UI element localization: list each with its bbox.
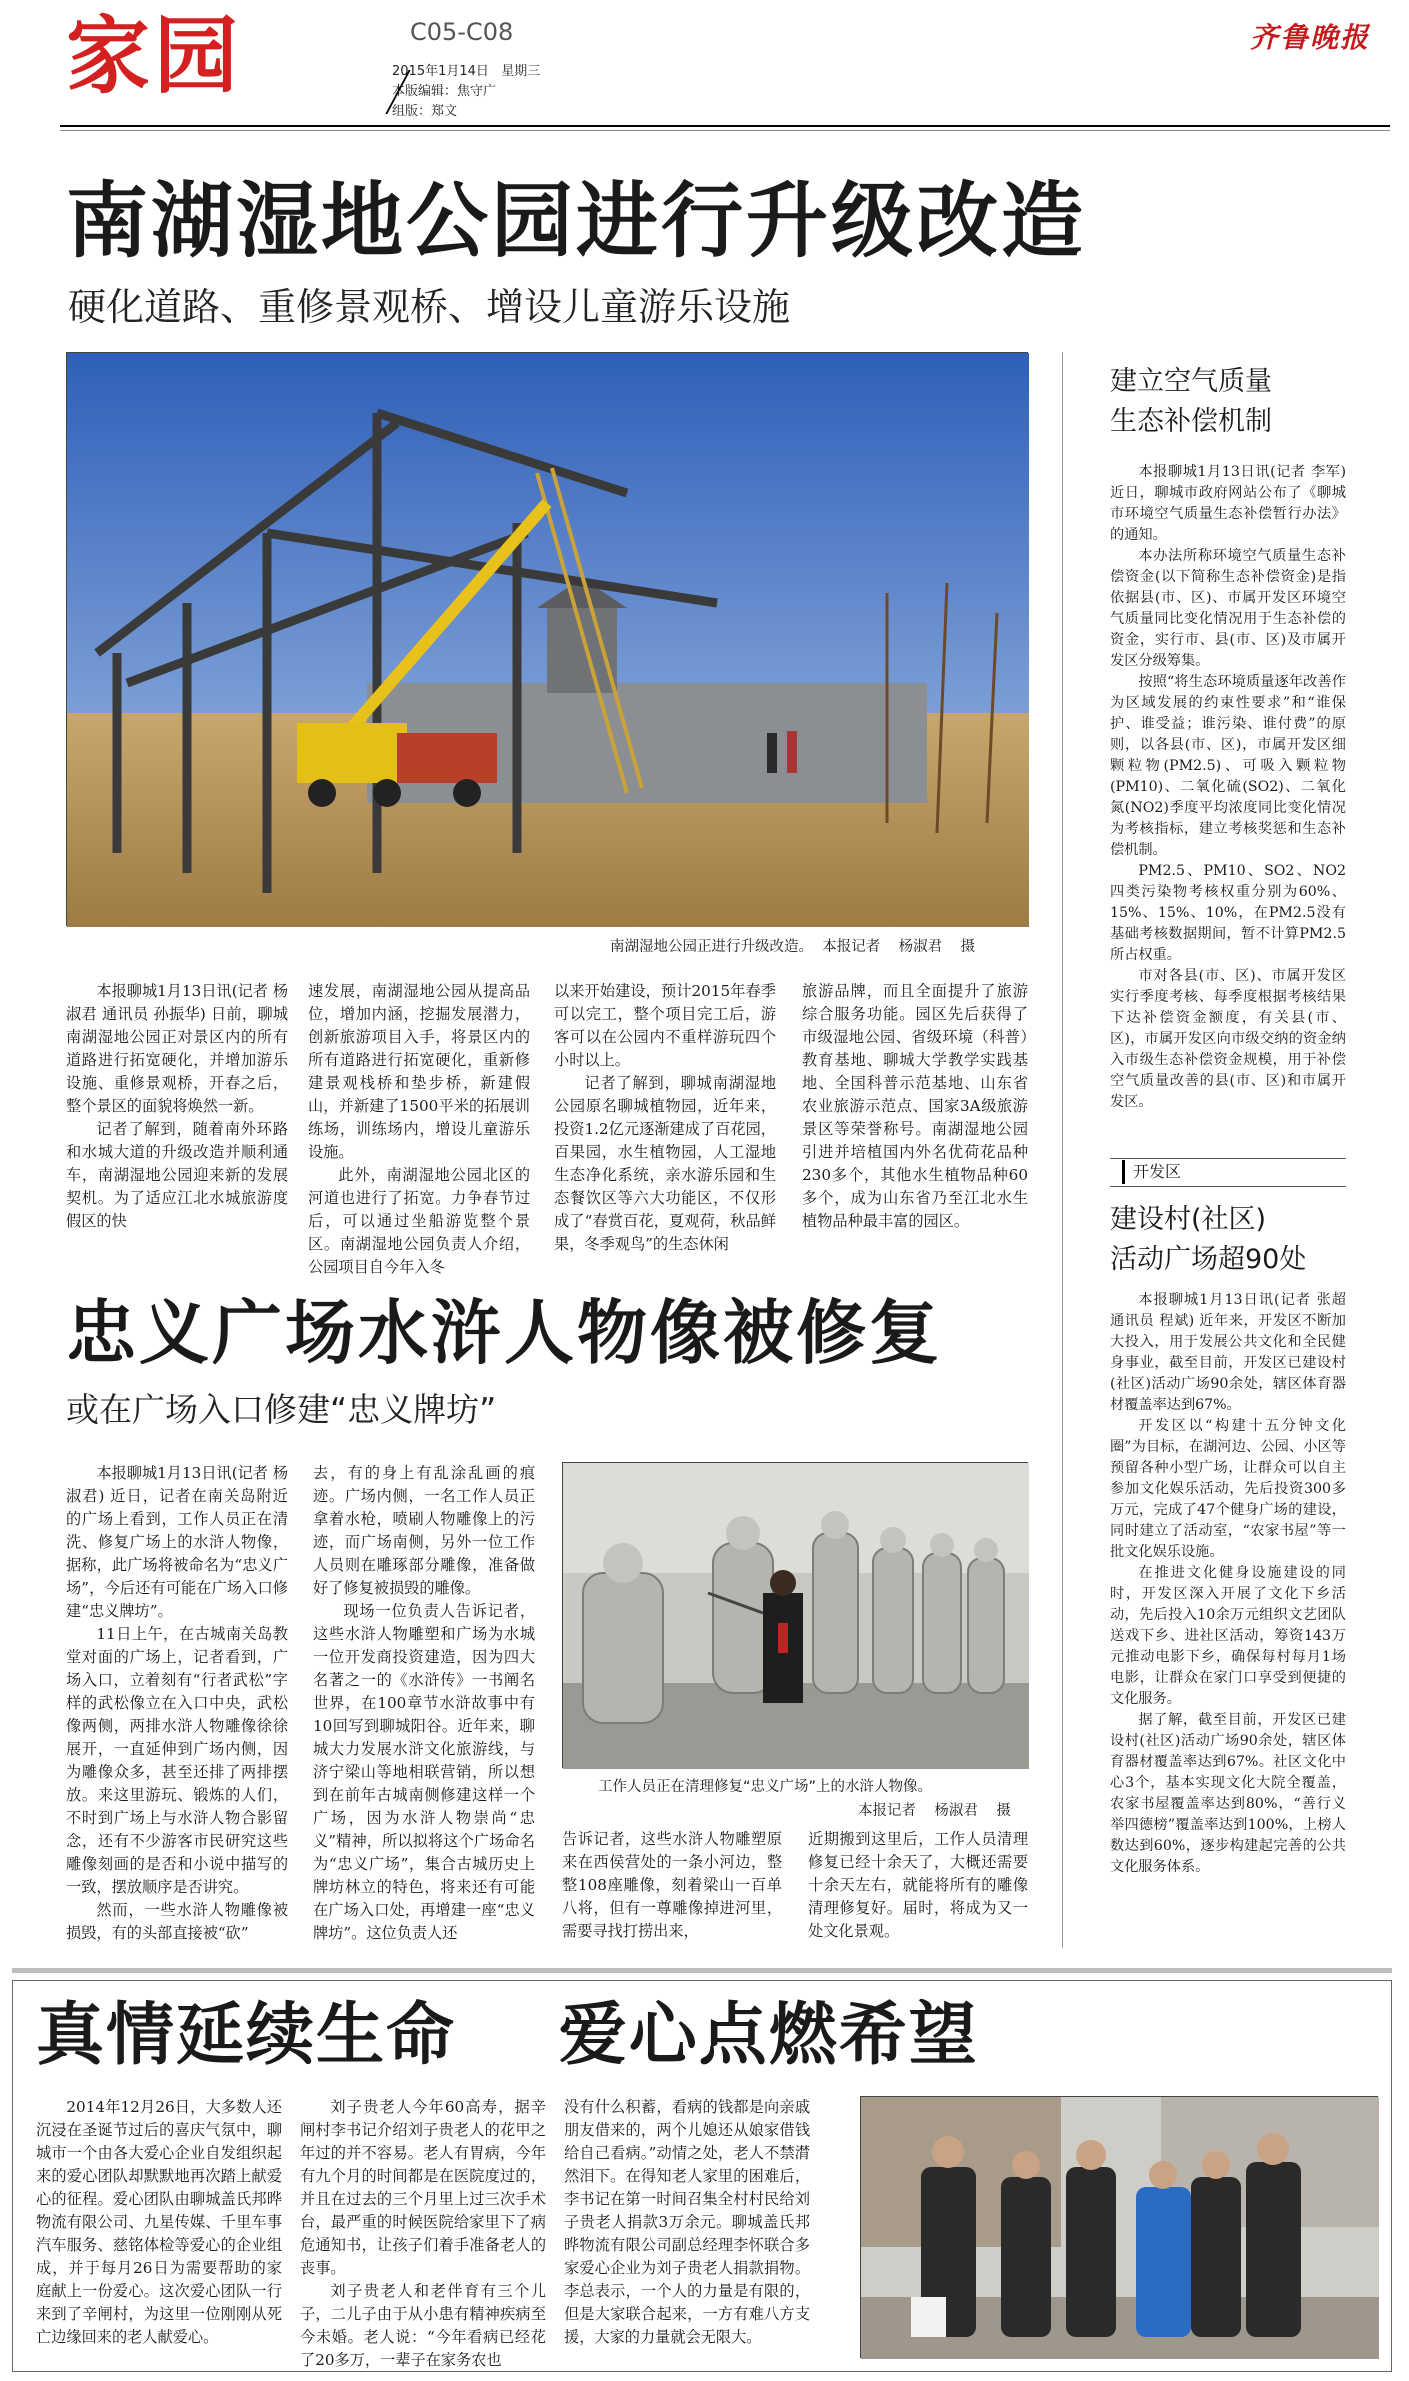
article2-subheadline: 或在广场入口修建“忠义牌坊” — [66, 1390, 497, 1429]
sidebar-section-rule — [1110, 1158, 1346, 1159]
header-rule-thin — [60, 130, 1390, 131]
article1-column-3 — [554, 980, 776, 1253]
charity-visit-image — [861, 2097, 1379, 2359]
sidebar-section-rule-bottom — [1110, 1186, 1346, 1187]
construction-scene-image — [67, 353, 1029, 927]
article2-col1-para: 然而，一些水浒人物雕像被损毁，有的头部直接被“砍” — [66, 1901, 288, 1942]
article3-col2-para: 刘子贵老人和老伴育有三个儿子，二儿子由于从小患有精神疾病至今未婚。老人说：“今年看病已经花了20多万，一辈子在家务农也 — [300, 2282, 546, 2369]
masthead-section-title: 家园 — [66, 7, 243, 105]
article1-subheadline: 硬化道路、重修景观桥、增设儿童游乐设施 — [68, 285, 791, 329]
article2-column-3 — [562, 1828, 782, 1946]
article2-column-4 — [808, 1828, 1028, 1946]
sidebar-article1-headline-line2: 生态补偿机制 — [1110, 406, 1272, 437]
sidebar-divider — [1062, 352, 1063, 1948]
sidebar-article1-para: 按照“将生态环境质量逐年改善作为区域发展的约束性要求”和“谁保护、谁受益；谁污染、谁付费”的原则，以各县(市、区)，市属开发区细颗粒物(PM2.5)、可吸入颗粒物(PM10)、二氧化硫(SO2)、二氧化氮(NO2)季度平均浓度同比变化情况为考核指标，建立考核奖惩和生态补偿机制。 — [1110, 674, 1346, 858]
sidebar-section-label: 开发区 — [1122, 1160, 1189, 1184]
newspaper-logo: 齐鲁晚报 — [1250, 21, 1371, 54]
article1-col1-para: 记者了解到，随着南外环路和水城大道的升级改造并顺利通车，南湖湿地公园迎来新的发展契机。为了适应江北水城旅游度假区的快 — [66, 1120, 288, 1230]
article3-column-1 — [36, 2096, 282, 2366]
article2-column-2 — [313, 1462, 535, 1946]
article1-column-4 — [802, 980, 1028, 1248]
article1-column-1 — [66, 980, 288, 1248]
article1-col2-para: 此外，南湖湿地公园北区的河道也进行了拓宽。力争春节过后，可以通过坐船游览整个景区。南湖湿地公园负责人介绍，公园项目自今年入冬 — [308, 1166, 530, 1276]
sidebar-article2-body — [1110, 1290, 1346, 1946]
header-rule — [60, 125, 1390, 127]
article2-col1-para: 本报聊城1月13日讯(记者 杨淑君) 近日，记者在南关岛附近的广场上看到，工作人员正在清洗、修复广场上的水浒人物像，据称，此广场将被命名为“忠义广场”，今后还有可能在广场入口修建“忠义牌坊”。 — [66, 1464, 289, 1620]
article1-col3-para: 以来开始建设，预计2015年春季可以完工，整个项目完工后，游客可以在公园内不重样游玩四个小时以上。 — [554, 982, 776, 1069]
sidebar-article2-para: 在推进文化健身设施建设的同时，开发区深入开展了文化下乡活动，先后投入10余万元组织文艺团队送戏下乡、进社区活动，筹资143万元推动电影下乡，确保每村每月1场电影，让群众在家门口享受到便捷的文化服务。 — [1110, 1565, 1346, 1707]
sidebar-article1-para: 本报聊城1月13日讯(记者 李军) 近日，聊城市政府网站公布了《聊城市环境空气质量生态补偿暂行办法》的通知。 — [1110, 464, 1346, 543]
article3-top-rule — [12, 1968, 1392, 1973]
sidebar-article2-para: 开发区以“构建十五分钟文化圈”为目标，在湖河边、公园、小区等预留各种小型广场，让群众可以自主参加文化娱乐活动，先后投资300多万元，完成了47个健身广场的建设，同时建立了活动室，“农家书屋”等一批文化娱乐设施。 — [1110, 1418, 1346, 1560]
article3-photo-volunteers — [860, 2096, 1378, 2358]
sidebar-article2-headline-line1: 建设村(社区) — [1110, 1204, 1267, 1235]
article3-headline: 真情延续生命 爱心点燃希望 — [36, 1996, 979, 2075]
article2-photo-statues — [562, 1462, 1028, 1768]
sidebar-article1-para: PM2.5、PM10、SO2、NO2四类污染物考核权重分别为60%、15%、15%、10%，在PM2.5没有基础考核数据期间，暂不计算PM2.5所占权重。 — [1110, 863, 1346, 963]
sidebar-article2-para: 本报聊城1月13日讯(记者 张超 通讯员 程斌) 近年来，开发区不断加大投入，用于发展公共文化和全民健身事业，截至目前，开发区已建设村(社区)活动广场90余处，辖区体育器材覆盖率达到67%。 — [1110, 1292, 1346, 1413]
article2-col2-para: 现场一位负责人告诉记者，这些水浒人物雕塑和广场为水城一位开发商投资建造，因为四大名著之一的《水浒传》一书阐名世界，在100章节水浒故事中有10回写到聊城阳谷。近年来，聊城大力发展水浒文化旅游线，与济宁梁山等地相联营销，所以想到在前年古城南侧修建这样一个广场，因为水浒人物崇尚“忠义”精神，所以拟将这个广场命名为“忠义广场”，集合古城历史上牌坊林立的特色，将来还有可能在广场入口处，再增建一座“忠义牌坊”。这位负责人还 — [313, 1602, 535, 1942]
sidebar-article2-para: 据了解，截至目前，开发区已建设村(社区)活动广场90余处，辖区体育器材覆盖率达到67%。社区文化中心3个，基本实现文化大院全覆盖，农家书屋覆盖率达到80%，“善行义举四德榜”覆盖率达到100%，上榜人数达到60%，逐步构建起完善的公共文化服务体系。 — [1110, 1712, 1346, 1875]
article2-col3-para: 告诉记者，这些水浒人物雕塑原来在西侯营处的一条小河边，整整108座雕像，刻着梁山一百单八将，但有一尊雕像掉进河里，需要寻找打捞出来， — [562, 1830, 782, 1940]
article2-headline: 忠义广场水浒人物像被修复 — [66, 1292, 942, 1374]
article2-column-1 — [66, 1462, 288, 1946]
sidebar-article2-headline-line2: 活动广场超90处 — [1110, 1244, 1307, 1275]
article2-photo-caption: 工作人员正在清理修复“忠义广场”上的水浒人物像。 — [598, 1779, 933, 1795]
article3-col3-para: 没有什么积蓄，看病的钱都是向亲戚朋友借来的，两个儿媳还从娘家借钱给自己看病。”动情之处，老人不禁潸然泪下。在得知老人家里的困难后，李书记在第一时间召集全村村民给刘子贵老人捐款3万余元。聊城盖氏邦晔物流有限公司副总经理李怀联合多家爱心企业为刘子贵老人捐款捐物。李总表示，一个人的力量是有限的，但是大家联合起来，一方有难八方支援，大家的力量就会无限大。 — [564, 2098, 810, 2346]
article1-col2-para: 速发展，南湖湿地公园从提高品位，增加内涵，挖掘发展潜力，创新旅游项目入手，将景区内的所有道路进行拓宽硬化，重新修建景观栈桥和垫步桥，新建假山，并新建了1500平米的拓展训练场，训练场内，增设儿童游乐设施。 — [308, 982, 530, 1161]
statue-restoration-image — [563, 1463, 1029, 1769]
page-editor: 本版编辑：焦守广 — [392, 84, 497, 99]
sidebar-article1-body — [1110, 462, 1346, 1122]
article3-column-2 — [300, 2096, 546, 2369]
issue-date: 2015年1月14日 星期三 — [392, 64, 541, 79]
article3-col2-para: 刘子贵老人今年60高寿，据辛闸村李书记介绍刘子贵老人的花甲之年过的并不容易。老人有胃病，今年有九个月的时间都是在医院度过的，并且在过去的三个月里上过三次手术台，最严重的时候医院给家里下了病危通知书，让孩子们着手准备老人的丧事。 — [300, 2098, 546, 2277]
article3-column-3 — [564, 2096, 810, 2366]
article2-col1-para: 11日上午，在古城南关岛教堂对面的广场上，记者看到，广场入口，立着刻有“行者武松”字样的武松像立在入口中央，武松像两侧，两排水浒人物雕像徐徐展开，一直延伸到广场内侧，因为雕像众多，甚至还排了两排摆放。来这里游玩、锻炼的人们，不时到广场上与水浒人物合影留念，还有不少游客市民研究这些雕像刻画的是否和小说中描写的一致，摆放顺序是否讲究。 — [66, 1625, 288, 1896]
article1-headline: 南湖湿地公园进行升级改造 — [66, 174, 1087, 269]
article1-col4-para: 旅游品牌，而且全面提升了旅游综合服务功能。园区先后获得了市级湿地公园、省级环境（科普）教育基地、聊城大学教学实践基地、全国科普示范基地、山东省农业旅游示范点、国家3A级旅游景区等荣誉称号。南湖湿地公园引进并培植国内外名优荷花品种230多个，其他水生植物品种60多个，成为山东省乃至江北水生植物品种最丰富的园区。 — [802, 982, 1028, 1230]
article1-photo-caption: 南湖湿地公园正进行升级改造。 本报记者 杨淑君 摄 — [610, 939, 976, 955]
article3-col1-para: 2014年12月26日，大多数人还沉浸在圣诞节过后的喜庆气氛中，聊城市一个由各大爱心企业自发组织起来的爱心团队却默默地再次踏上献爱心的征程。爱心团队由聊城盖氏邦晔物流有限公司、九星传媒、千里车事汽车服务、慈铭体检等爱心的企业组成，并于每月26日为需要帮助的家庭献上一份爱心。这次爱心团队一行来到了辛闸村，为这里一位刚刚从死亡边缘回来的老人献爱心。 — [36, 2098, 282, 2346]
article1-col1-para: 本报聊城1月13日讯(记者 杨淑君 通讯员 孙振华) 日前，聊城南湖湿地公园正对景区内的所有道路进行拓宽硬化，并增加游乐设施、重修景观桥，开春之后，整个景区的面貌将焕然一新。 — [66, 982, 289, 1115]
layout-editor: 组版：郑文 — [392, 104, 458, 119]
article1-column-2 — [308, 980, 530, 1276]
article2-col2-para: 去，有的身上有乱涂乱画的痕迹。广场内侧，一名工作人员正拿着水枪，喷刷人物雕像上的污迹，而广场南侧，另外一位工作人员则在雕琢部分雕像，准备做好了修复被损毁的雕像。 — [313, 1464, 535, 1597]
article1-photo-construction — [66, 352, 1028, 926]
article2-photo-credit: 本报记者 杨淑君 摄 — [858, 1803, 1011, 1819]
page-range: C05-C08 — [410, 18, 514, 46]
sidebar-article1-para: 市对各县(市、区)、市属开发区实行季度考核、每季度根据考核结果下达补偿资金额度，有关县(市、区)，市属开发区向市级交纳的资金纳入市级生态补偿资金规模，用于补偿空气质量改善的县(市、区)和市属开发区。 — [1110, 968, 1346, 1110]
sidebar-article1-para: 本办法所称环境空气质量生态补偿资金(以下简称生态补偿资金)是指依据县(市、区)、市属开发区环境空气质量同比变化情况用于生态补偿的资金，实行市、县(市、区)及市属开发区分级筹集。 — [1110, 548, 1346, 669]
sidebar-article1-headline-line1: 建立空气质量 — [1110, 366, 1272, 397]
article2-col4-para: 近期搬到这里后，工作人员清理修复已经十余天了，大概还需要十余天左右，就能将所有的雕像清理修复好。届时，将成为又一处文化景观。 — [808, 1830, 1028, 1940]
article1-col3-para: 记者了解到，聊城南湖湿地公园原名聊城植物园，近年来，投资1.2亿元逐渐建成了百花园，百果园，水生植物园，人工湿地生态净化系统，亲水游乐园和生态餐饮区等六大功能区，不仅形成了“春赏百花，夏观荷，秋品鲜果，冬季观鸟”的生态休闲 — [554, 1074, 776, 1253]
